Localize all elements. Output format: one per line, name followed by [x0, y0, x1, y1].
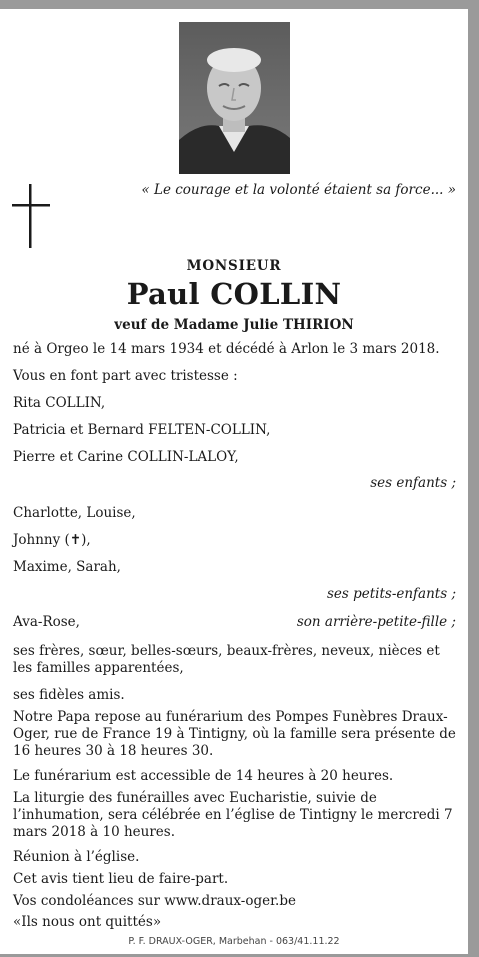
- grandchildren-1: Charlotte, Louise,: [13, 505, 136, 521]
- relatives-text: ses frères, sœur, belles-sœurs, beaux-frères, neveux, nièces et les familles apparentées,: [13, 643, 440, 676]
- deceased-cross-icon: ✝: [69, 532, 82, 548]
- intro-line: Vous en font part avec tristesse :: [13, 368, 238, 384]
- reunion-line: Réunion à l’église.: [13, 849, 140, 865]
- cross-icon: [12, 184, 50, 248]
- friends-line: ses fidèles amis.: [13, 687, 125, 703]
- frame-right-border: [468, 0, 479, 957]
- frame-top-border: [0, 0, 479, 9]
- memorial-quote: « Le courage et la volonté étaient sa force... »: [141, 182, 456, 198]
- notice-line: Cet avis tient lieu de faire-part.: [13, 871, 229, 887]
- great-grandchild-name: Ava-Rose,: [13, 614, 80, 630]
- visiting-hours: Le funérarium est accessible de 14 heures à 20 heures.: [13, 768, 394, 784]
- deceased-name: Paul COLLIN: [126, 277, 342, 311]
- condolences-line: Vos condoléances sur www.draux-oger.be: [13, 893, 296, 909]
- grandchild-suffix: ),: [81, 532, 91, 548]
- birth-death-line: né à Orgeo le 14 mars 1934 et décédé à Arlon le 3 mars 2018.: [13, 341, 440, 357]
- child-3: Pierre et Carine COLLIN-LALOY,: [13, 449, 239, 465]
- closing-quote: «Ils nous ont quittés»: [13, 914, 162, 930]
- liturgy-paragraph: La liturgie des funérailles avec Eucharistie, suivie de l’inhumation, sera célébrée en l’église de Tintigny le mercredi 7 mars 2018 à 10 heures.: [13, 790, 453, 840]
- child-1: Rita COLLIN,: [13, 395, 106, 411]
- grandchild-name: Johnny (: [13, 532, 70, 548]
- children-label: ses enfants ;: [370, 475, 456, 491]
- funerarium-paragraph: Notre Papa repose au funérarium des Pompes Funèbres Draux-Oger, rue de France 19 à Tintigny, où la famille sera présente de 16 heures 30 à 18 heures 30.: [13, 709, 456, 759]
- grandchildren-2: [13, 532, 456, 549]
- great-grandchild-label: son arrière-petite-fille ;: [296, 614, 456, 630]
- grandchildren-label: ses petits-enfants ;: [326, 586, 456, 602]
- grandchildren-3: Maxime, Sarah,: [13, 559, 121, 575]
- funeral-home-footer: P. F. DRAUX-OGER, Marbehan - 063/41.11.22: [128, 936, 340, 947]
- great-grandchild-line: [13, 614, 456, 631]
- honorific: MONSIEUR: [186, 258, 282, 274]
- portrait-photo: [179, 22, 290, 174]
- child-2: Patricia et Bernard FELTEN-COLLIN,: [13, 422, 271, 438]
- spouse-line: veuf de Madame Julie THIRION: [114, 317, 354, 333]
